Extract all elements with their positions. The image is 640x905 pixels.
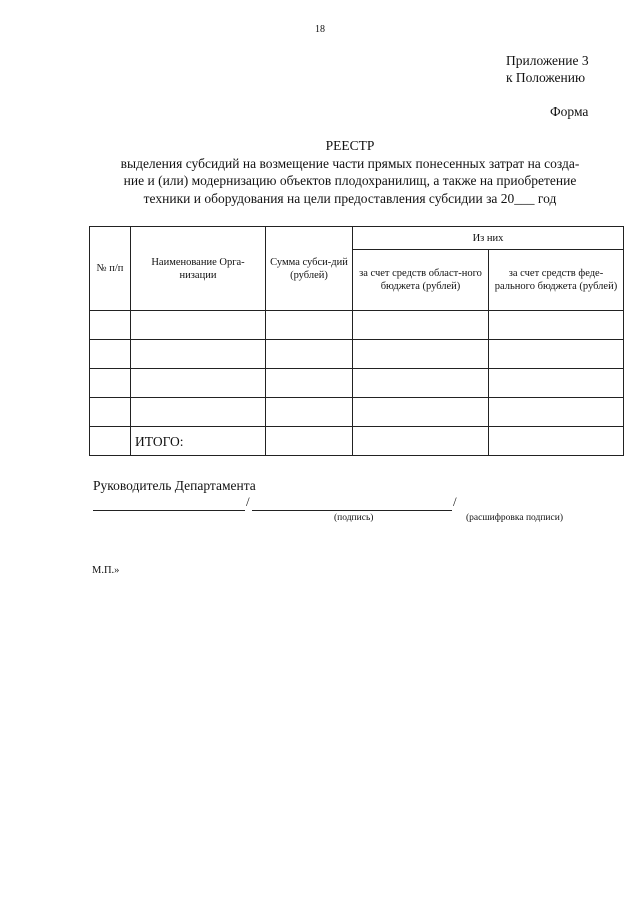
table-cell [131, 311, 266, 340]
table-cell [489, 398, 624, 427]
title-line-2: ние и (или) модернизацию объектов плодохранилищ, а также на приобретение [123, 173, 577, 188]
registry-table [89, 226, 624, 456]
stamp-place: М.П.» [92, 565, 120, 576]
table-cell [131, 369, 266, 398]
table-cell [90, 369, 131, 398]
header-number: № п/п [90, 227, 131, 311]
table-cell [353, 369, 489, 398]
title-line-1: выделения субсидий на возмещение части прямых понесенных затрат на созда- [120, 155, 580, 171]
table-header-row [90, 227, 624, 250]
header-of-which: Из них [353, 227, 624, 250]
table-cell [489, 369, 624, 398]
table-cell [353, 340, 489, 369]
appendix-line-2: к Положению [506, 70, 586, 85]
header-amount: Сумма субси-дий (рублей) [266, 227, 353, 311]
header-organization: Наименование Орга-низации [131, 227, 266, 311]
signature-decoding-caption: (расшифровка подписи) [466, 513, 563, 523]
table-cell [90, 427, 131, 456]
form-label: Форма [550, 104, 589, 119]
table-cell [489, 311, 624, 340]
table-total-row [90, 427, 624, 456]
table-cell [131, 398, 266, 427]
table-cell [353, 398, 489, 427]
table-row [90, 340, 624, 369]
table-cell [266, 340, 353, 369]
signature-slash-1: / [246, 494, 250, 509]
appendix-reference [506, 52, 589, 86]
table-cell [266, 369, 353, 398]
document-title [80, 137, 620, 207]
table-row [90, 311, 624, 340]
signature-line [93, 510, 245, 511]
appendix-line-1: Приложение 3 [506, 53, 589, 68]
table-cell [353, 427, 489, 456]
table-cell [90, 340, 131, 369]
header-federal: за счет средств феде-рального бюджета (рублей) [489, 250, 624, 311]
table-cell [353, 311, 489, 340]
header-regional: за счет средств област-ного бюджета (рублей) [353, 250, 489, 311]
table-cell [266, 427, 353, 456]
table-row [90, 369, 624, 398]
table-cell [489, 427, 624, 456]
title-line-3: техники и оборудования на цели предоставления субсидии за 20___ год [143, 190, 557, 206]
page-number: 18 [315, 24, 325, 35]
signature-caption: (подпись) [334, 513, 374, 523]
total-label: ИТОГО: [131, 427, 266, 456]
table-cell [266, 398, 353, 427]
table-cell [266, 311, 353, 340]
table-cell [131, 340, 266, 369]
table-row [90, 398, 624, 427]
table-cell [90, 311, 131, 340]
title-main: РЕЕСТР [325, 138, 375, 153]
signature-title: Руководитель Департамента [93, 478, 256, 493]
signature-slash-2: / [453, 494, 457, 509]
table-cell [90, 398, 131, 427]
signature-decoding-line [252, 510, 452, 511]
table-cell [489, 340, 624, 369]
